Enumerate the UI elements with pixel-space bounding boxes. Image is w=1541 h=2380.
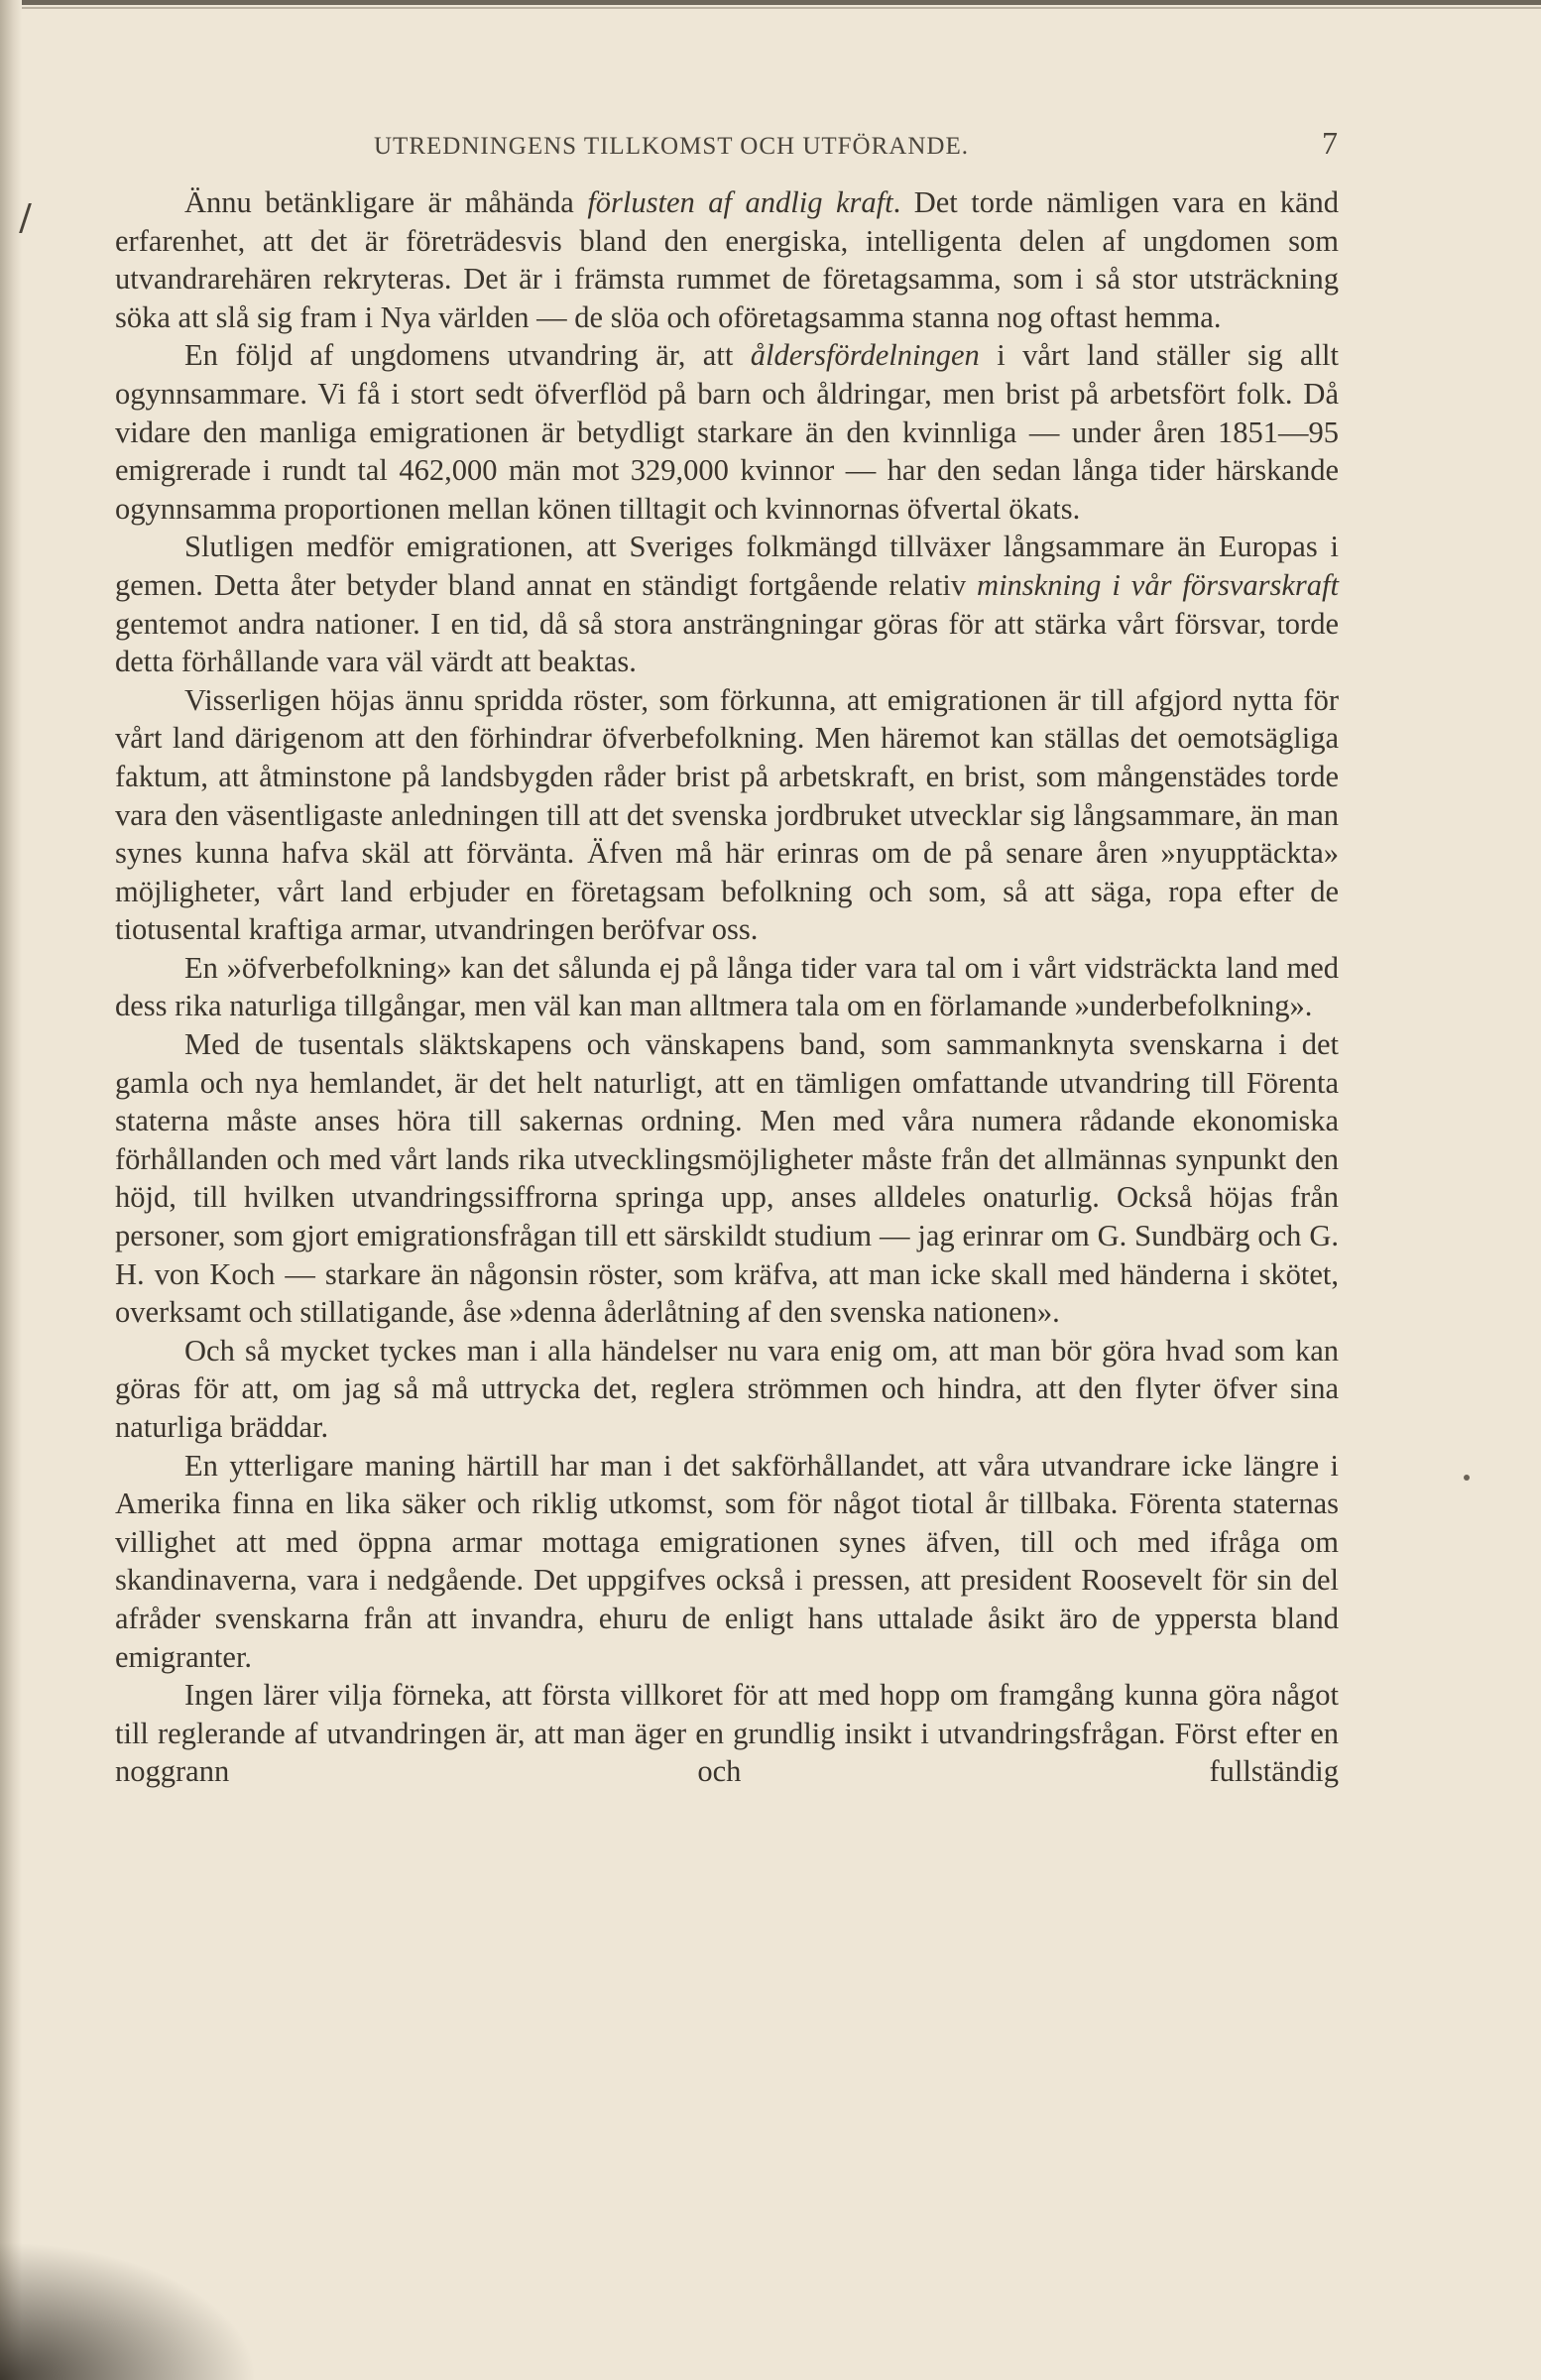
page-binding-edge [0, 0, 22, 2380]
text-run: Och så mycket tyckes man i alla händelser nu vara enig om, att man bör göra hvad som kan göras för att, om jag så må uttrycka det, reglera strömmen och hindra, att den flyter öfver sina naturliga bräddar. [115, 1333, 1339, 1444]
text-run: Visserligen höjas ännu spridda röster, som förkunna, att emigrationen är till afgjord nytta för vårt land därigenom att den förhindrar öfverbefolkning. Men häremot kan ställas det oemotsägliga faktum, att åtminstone på landsbygden råder brist på arbetskraft, en brist, som mångenstädes torde vara den väsentligaste anledningen till att det svenska jordbruket utvecklar sig långsammare, än man synes kunna hafva skäl att förvänta. Äfven må här erinras om de på senare åren »nyupptäckta» möjligheter, vårt land erbjuder en företagsam befolkning och som, så att säga, ropa efter de tiotusental kraftiga armar, utvandringen beröfvar oss. [115, 682, 1339, 947]
text-run: En följd af ungdomens utvandring är, att [184, 338, 751, 373]
top-border [0, 0, 1541, 5]
text-run: Ingen lärer vilja förneka, att första villkoret för att med hopp om framgång kunna göra något till reglerande af utvandringen är, att man äger en grundlig insikt i utvandringsfrågan. Först efter en noggrann och fullständig [115, 1678, 1339, 1789]
body-text [115, 183, 1339, 1791]
page-header [115, 125, 1339, 169]
paragraph [115, 528, 1339, 680]
text-run: . Det torde nämligen vara en känd erfarenhet, att det är företrädesvis bland den energiska, intelligenta delen af ungdomen som utvandrarehären rekryteras. Det är i främsta rummet de företagsamma, som i så stor utsträckning söka att slå sig fram i Nya världen — de slöa och oföretagsamma stanna nog oftast hemma. [115, 185, 1339, 334]
top-border-thin [0, 7, 1541, 9]
margin-mark [19, 203, 39, 233]
ink-speck [1464, 1475, 1470, 1481]
italic-emphasis: förlusten af andlig kraft [587, 185, 893, 219]
paragraph [115, 1332, 1339, 1447]
corner-shadow [0, 2241, 258, 2380]
paragraph [115, 1676, 1339, 1791]
page-number: 7 [1322, 125, 1339, 161]
text-run: Med de tusentals släktskapens och vänskapens band, som sammanknyta svenskarna i det gamla och nya hemlandet, är det helt naturligt, att en tämligen omfattande utvandring till Förenta staterna måste anses höra till sakernas ordning. Men med våra numera rådande ekonomiska förhållanden och med vårt lands rika utvecklingsmöjligheter måste från det allmännas synpunkt den höjd, till hvilken utvandringssiffrorna springa upp, anses alldeles onaturlig. Också höjas från personer, som gjort emigrationsfrågan till ett särskildt studium — jag erinrar om G. Sundbärg och G. H. von Koch — starkare än någonsin röster, som kräfva, att man icke skall med händerna i skötet, overksamt och stillatigande, åse »denna åderlåtning af den svenska nationen». [115, 1027, 1339, 1330]
paragraph [115, 681, 1339, 949]
italic-emphasis: minskning i vår försvarskraft [977, 567, 1339, 602]
text-run: Slutligen medför emigrationen, att Sveriges folkmängd tillväxer långsammare än Europas i gemen. Detta åter betyder bland annat en ständigt fortgående relativ [115, 530, 1339, 602]
text-run: En ytterligare maning härtill har man i det sakförhållandet, att våra utvandrare icke längre i Amerika finna en lika säker och riklig utkomst, som för något tiotal år tillbaka. Förenta staternas villighet att med öppna armar mottaga emigrationen synes äfven, till och med ifråga om skandinaverna, vara i nedgående. Det uppgifves också i pressen, att president Roosevelt för sin del afråder svenskarna från att invandra, ehuru de enligt hans uttalade åsikt äro de yppersta bland emigranter. [115, 1448, 1339, 1674]
text-run: gentemot andra nationer. I en tid, då så stora ansträngningar göras för att stärka vårt försvar, torde detta förhållande vara väl värdt att beaktas. [115, 606, 1339, 679]
running-title: UTREDNINGENS TILLKOMST OCH UTFÖRANDE. [374, 133, 969, 160]
paragraph [115, 1025, 1339, 1332]
text-run: Ännu betänkligare är måhända [184, 185, 588, 219]
text-run: En »öfverbefolkning» kan det sålunda ej på långa tider vara tal om i vårt vidsträckta land med dess rika naturliga tillgångar, men väl kan man alltmera tala om en förlamande »underbefolkning». [115, 950, 1339, 1023]
paragraph [115, 1447, 1339, 1677]
paragraph [115, 949, 1339, 1025]
paragraph [115, 336, 1339, 528]
text-run: i vårt land ställer sig allt ogynnsammare. Vi få i stort sedt öfverflöd på barn och åldringar, men brist på arbetsfört folk. Då vidare den manliga emigrationen är betydligt starkare än den kvinnliga — under åren 1851—95 emigrerade i rundt tal 462,000 män mot 329,000 kvinnor — har den sedan långa tider härskande ogynnsamma proportionen mellan könen tilltagit och kvinnornas öfvertal ökats. [115, 338, 1339, 526]
italic-emphasis: åldersfördelningen [750, 338, 980, 373]
paragraph [115, 183, 1339, 336]
